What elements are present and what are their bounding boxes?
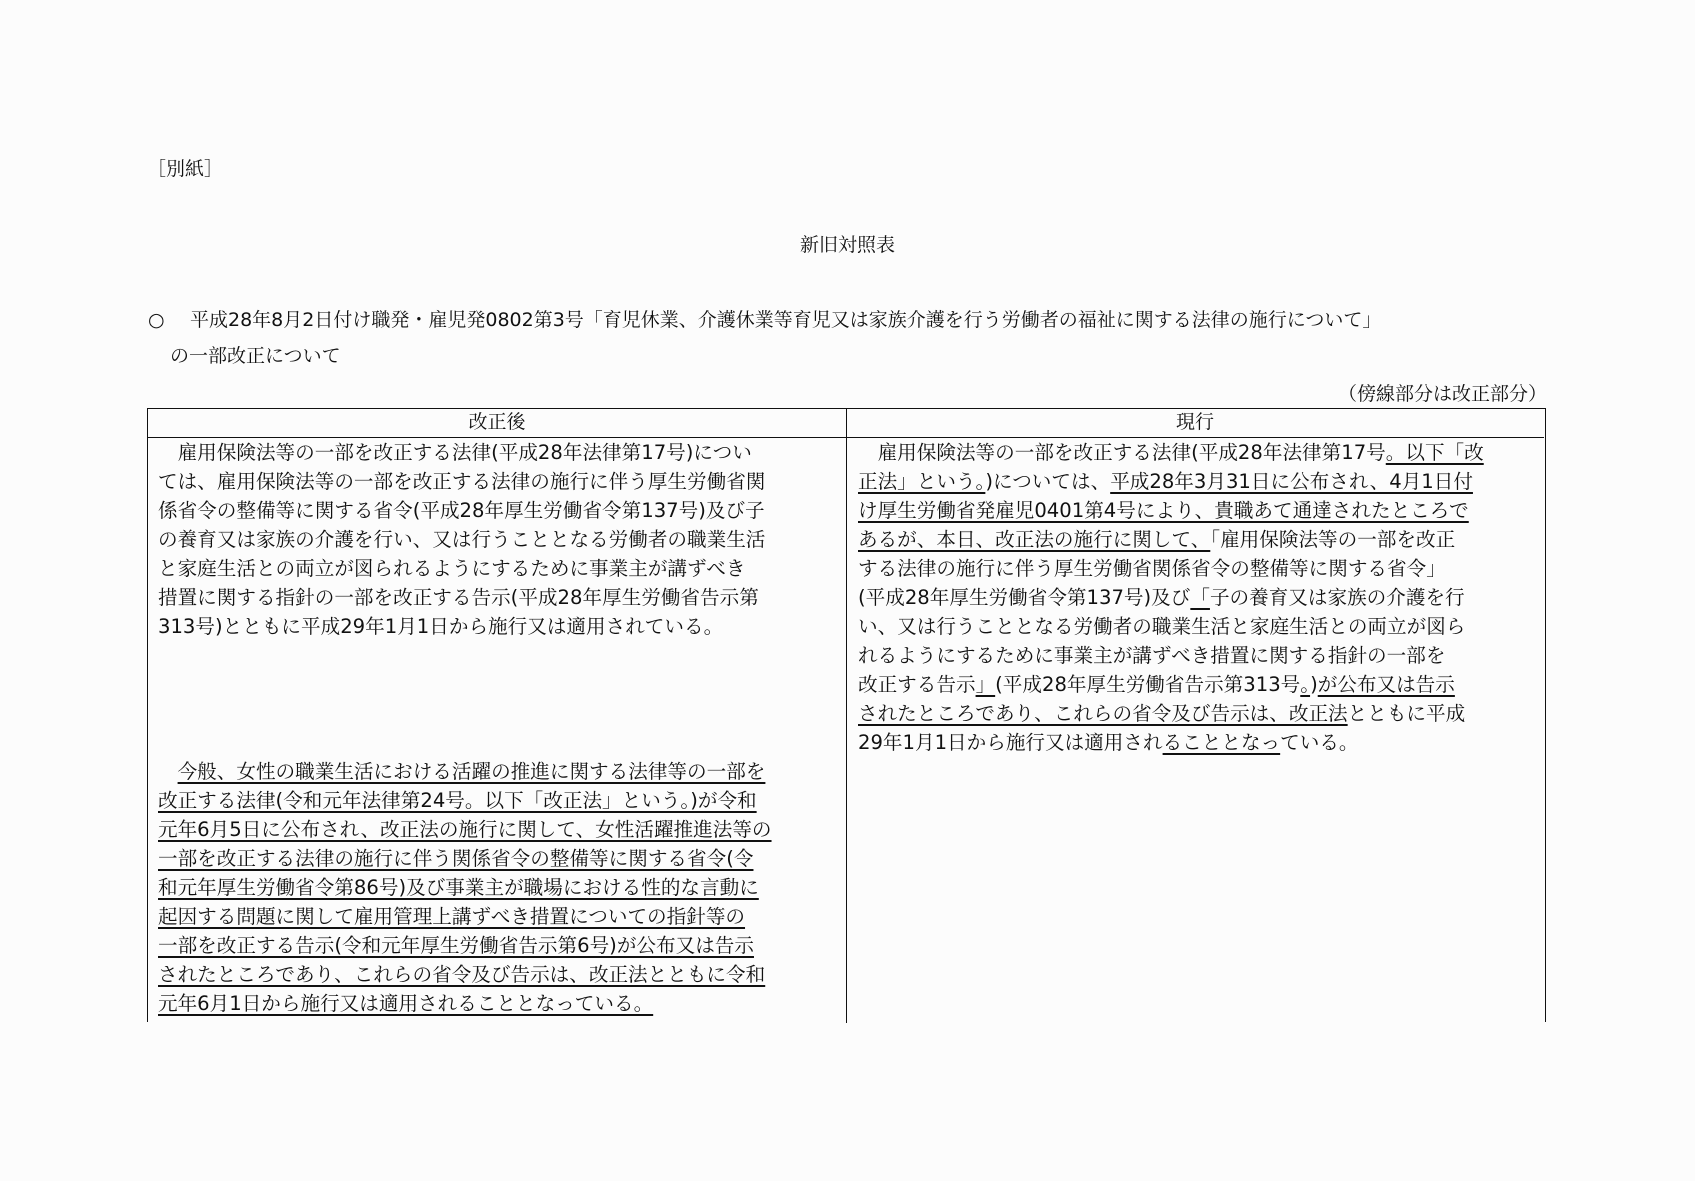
text-line [858, 467, 1538, 496]
amended-text: あるが、本日、改正法の施行に関して、 [858, 528, 1211, 551]
text-line [158, 496, 838, 525]
text-segment: れるようにするために事業主が講ずべき措置に関する指針の一部を [858, 644, 1446, 667]
text-segment: 313号)とともに平成29年1月1日から施行又は適用されている。 [158, 615, 724, 638]
column-header-current: 現行 [846, 409, 1544, 438]
text-segment: 雇用保険法等の一部を改正する法律(平成28年法律第17号)につい [158, 441, 752, 464]
revised-paragraph-1 [158, 438, 838, 641]
text-line [158, 902, 838, 931]
amended-text: 元年6月1日から施行又は適用されることとなっている。 [158, 992, 654, 1015]
amended-text: け厚生労働省発雇児0401第4号により、貴職あて通達されたところで [858, 499, 1469, 522]
text-line [858, 525, 1538, 554]
text-line [858, 641, 1538, 670]
document-title: 新旧対照表 [799, 234, 895, 256]
amended-text: 起因する問題に関して雇用管理上講ずべき措置についての指針等の [158, 905, 746, 928]
text-line [858, 699, 1538, 728]
amended-text: 。 [1300, 673, 1311, 696]
text-segment: 措置に関する指針の一部を改正する告示(平成28年厚生労働省告示第 [158, 586, 759, 609]
amended-text: 」 [975, 673, 996, 696]
text-segment: の養育又は家族の介護を行い、又は行うこととなる労働者の職業生活 [158, 528, 766, 551]
spacer [158, 641, 838, 757]
amended-text: 和元年厚生労働省令第86号)及び事業主が職場における性的な言動に [158, 876, 759, 899]
amended-text: 一部を改正する法律の施行に伴う関係省令の整備等に関する省令(令 [158, 847, 754, 870]
text-segment: )については、 [985, 470, 1111, 493]
item-heading [148, 305, 1381, 332]
amended-text: 正法」という。 [858, 470, 986, 493]
amended-text: 元年6月5日に公布され、改正法の施行に関して、女性活躍推進法等の [158, 818, 772, 841]
text-line [158, 438, 838, 467]
text-line [158, 554, 838, 583]
text-segment: と家庭生活との両立が図られるようにするために事業主が講ずべき [158, 557, 746, 580]
item-heading-continuation: の一部改正について [170, 345, 341, 367]
text-segment: (平成28年厚生労働省告示第313号 [995, 673, 1301, 696]
amended-text: 一部を改正する告示(令和元年厚生労働省告示第6号)が公布又は告示 [158, 934, 754, 957]
amended-text: 平成28年3月31日に公布され、4月1日付 [1110, 470, 1473, 493]
text-segment: 係省令の整備等に関する省令(平成28年厚生労働省令第137号)及び子 [158, 499, 765, 522]
item-heading-text: 平成28年8月2日付け職発・雇児発0802第3号「育児休業、介護休業等育児又は家族介護を行う労働者の福祉に関する法律の施行について」 [190, 309, 1382, 331]
text-segment: (平成28年厚生労働省令第137号)及び [858, 586, 1191, 609]
text-line [158, 786, 838, 815]
text-line [858, 612, 1538, 641]
circle-bullet-icon: ○ [148, 309, 165, 331]
text-segment: い、又は行うこととなる労働者の職業生活と家庭生活との両立が図ら [858, 615, 1466, 638]
text-segment: 改正する告示 [858, 673, 976, 696]
text-line [858, 438, 1538, 467]
text-line [158, 583, 838, 612]
text-segment: とともに平成 [1347, 702, 1466, 725]
text-line [858, 496, 1538, 525]
text-segment: ている。 [1280, 731, 1359, 754]
text-segment: 「雇用保険法等の一部を改正 [1210, 528, 1456, 551]
text-line [158, 757, 838, 786]
amended-text: ることとなっ [1162, 731, 1281, 754]
text-line [158, 844, 838, 873]
text-line [858, 554, 1538, 583]
amended-text: が公布又は告示 [1317, 673, 1455, 696]
text-line [158, 931, 838, 960]
underline-note: （傍線部分は改正部分） [1337, 383, 1547, 405]
amended-text: 「 [1190, 586, 1210, 609]
text-line [158, 525, 838, 554]
text-line [858, 670, 1538, 699]
comparison-table [147, 408, 1546, 1022]
amended-text: されたところであり、これらの省令及び告示は、改正法 [858, 702, 1348, 725]
amended-text: 。以下「改 [1385, 441, 1484, 464]
text-line [158, 989, 838, 1018]
amended-text: 改正する法律(令和元年法律第24号。以下「改正法」という。)が令和 [158, 789, 757, 812]
amended-text: されたところであり、これらの省令及び告示は、改正法とともに令和 [158, 963, 766, 986]
column-header-revised: 改正後 [148, 409, 846, 438]
column-divider [846, 409, 847, 1023]
text-line [158, 960, 838, 989]
text-segment: ては、雇用保険法等の一部を改正する法律の施行に伴う厚生労働省関 [158, 470, 766, 493]
amended-text: 今般、女性の職業生活における活躍の推進に関する法律等の一部を [177, 760, 766, 783]
text-segment: 雇用保険法等の一部を改正する法律(平成28年法律第17号 [858, 441, 1386, 464]
text-line [158, 467, 838, 496]
text-line [158, 612, 838, 641]
text-segment: する法律の施行に伴う厚生労働省関係省令の整備等に関する省令」 [858, 557, 1446, 580]
revised-text-column [158, 438, 838, 1018]
text-line [158, 873, 838, 902]
revised-paragraph-2 [158, 757, 838, 1018]
current-text-column [858, 438, 1538, 757]
text-segment: 子の養育又は家族の介護を行 [1209, 586, 1465, 609]
text-segment [158, 760, 178, 783]
text-line [858, 583, 1538, 612]
text-segment: ) [1310, 673, 1318, 696]
text-segment: 29年1月1日から施行又は適用され [858, 731, 1163, 754]
current-paragraph-1 [858, 438, 1538, 757]
text-line [158, 815, 838, 844]
attachment-label: ［別紙］ [147, 158, 224, 180]
text-line [858, 728, 1538, 757]
